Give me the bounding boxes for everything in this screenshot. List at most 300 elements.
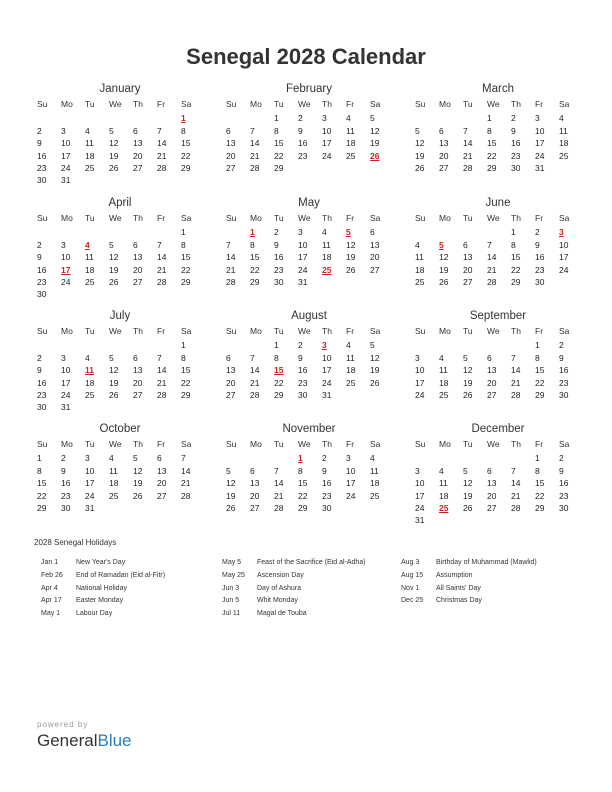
- weekday-label: Th: [133, 213, 143, 223]
- day-cell: 23: [559, 377, 569, 388]
- day-cell: 28: [463, 162, 473, 173]
- day-cell: 15: [298, 478, 308, 489]
- weekday-label: Mo: [61, 213, 73, 223]
- day-cell: 18: [85, 264, 95, 275]
- empty-cell: [60, 112, 84, 124]
- day-cell: 11: [85, 252, 94, 263]
- holiday-day-cell: 25: [439, 502, 449, 513]
- day-cell: 14: [274, 478, 284, 489]
- day-cell: 7: [181, 453, 186, 464]
- weekday-label: Th: [511, 439, 521, 449]
- month-name: January: [99, 83, 141, 95]
- day-cell: 1: [37, 453, 42, 464]
- month-april: [36, 196, 204, 301]
- holiday-date: May 1: [41, 610, 61, 618]
- brand-logo: [37, 731, 132, 751]
- day-cell: 19: [463, 490, 473, 501]
- empty-cell: [249, 452, 273, 464]
- day-cell: 3: [85, 453, 90, 464]
- weekday-label: Sa: [559, 439, 570, 449]
- holiday-date: Dec 25: [401, 597, 424, 605]
- weekday-label: Su: [226, 99, 237, 109]
- day-cell: 21: [511, 377, 521, 388]
- day-cell: 22: [181, 377, 191, 388]
- day-cell: 21: [274, 490, 284, 501]
- weekday-label: Su: [37, 326, 48, 336]
- day-cell: 9: [298, 352, 303, 363]
- day-cell: 16: [559, 365, 569, 376]
- day-cell: 16: [37, 264, 47, 275]
- day-cell: 5: [226, 465, 231, 476]
- empty-cell: [486, 452, 510, 464]
- day-cell: 1: [535, 340, 540, 351]
- holiday-row: [222, 570, 366, 583]
- day-cell: 1: [181, 340, 186, 351]
- day-cell: 6: [133, 352, 138, 363]
- day-cell: 9: [298, 125, 303, 136]
- day-cell: 21: [157, 264, 167, 275]
- day-cell: 11: [439, 478, 448, 489]
- weekday-label: Fr: [346, 99, 355, 109]
- day-cell: 14: [157, 138, 167, 149]
- day-cell: 4: [439, 352, 444, 363]
- day-cell: 18: [322, 252, 332, 263]
- holiday-name: Assumption: [436, 571, 473, 579]
- empty-cell: [273, 452, 297, 464]
- empty-cell: [108, 226, 132, 238]
- holiday-day-cell: 25: [322, 264, 332, 275]
- empty-cell: [438, 452, 462, 464]
- weekday-label: Tu: [463, 439, 473, 449]
- day-cell: 21: [157, 150, 167, 161]
- day-cell: 5: [133, 453, 138, 464]
- empty-cell: [510, 452, 534, 464]
- day-cell: 27: [463, 276, 473, 287]
- day-cell: 2: [37, 239, 42, 250]
- holiday-day-cell: 5: [346, 227, 351, 238]
- holiday-name: Christmas Day: [436, 597, 482, 605]
- day-cell: 22: [250, 264, 260, 275]
- day-cell: 19: [226, 490, 236, 501]
- day-cell: 20: [463, 264, 473, 275]
- day-cell: 24: [61, 389, 71, 400]
- day-cell: 23: [274, 264, 284, 275]
- day-cell: 9: [511, 125, 516, 136]
- weekday-label: We: [487, 213, 500, 223]
- day-cell: 28: [250, 162, 260, 173]
- brand-logo-blue: Blue: [97, 731, 132, 750]
- day-cell: 20: [439, 150, 449, 161]
- weekday-label: Th: [133, 99, 143, 109]
- day-cell: 22: [511, 264, 521, 275]
- day-cell: 28: [274, 502, 284, 513]
- weekday-label: Tu: [463, 213, 473, 223]
- day-cell: 15: [181, 138, 191, 149]
- day-cell: 22: [298, 490, 308, 501]
- day-cell: 29: [274, 389, 284, 400]
- holiday-column: [222, 557, 366, 621]
- day-cell: 30: [535, 276, 545, 287]
- day-cell: 8: [274, 352, 279, 363]
- day-cell: 21: [487, 264, 497, 275]
- weekday-label: Tu: [85, 326, 95, 336]
- day-cell: 4: [346, 340, 351, 351]
- empty-cell: [462, 112, 486, 124]
- weekday-label: We: [298, 439, 311, 449]
- day-cell: 27: [157, 490, 167, 501]
- day-cell: 24: [322, 377, 332, 388]
- day-cell: 14: [250, 138, 260, 149]
- day-cell: 9: [37, 365, 42, 376]
- day-cell: 14: [250, 365, 260, 376]
- holiday-day-cell: 26: [370, 150, 380, 161]
- day-cell: 10: [298, 239, 308, 250]
- day-cell: 6: [370, 227, 375, 238]
- day-cell: 30: [559, 502, 569, 513]
- day-cell: 25: [346, 150, 356, 161]
- month-days-grid: [225, 438, 393, 514]
- month-may: [225, 196, 393, 288]
- day-cell: 7: [157, 239, 162, 250]
- day-cell: 11: [415, 252, 424, 263]
- day-cell: 23: [535, 264, 545, 275]
- day-cell: 19: [133, 478, 143, 489]
- day-cell: 9: [559, 465, 564, 476]
- day-cell: 19: [463, 377, 473, 388]
- weekday-label: Sa: [181, 439, 192, 449]
- month-july: [36, 309, 204, 414]
- day-cell: 15: [511, 252, 521, 263]
- day-cell: 17: [61, 150, 71, 161]
- holiday-date: Jun 3: [222, 584, 240, 592]
- day-cell: 10: [85, 465, 95, 476]
- day-cell: 24: [346, 490, 356, 501]
- empty-cell: [60, 226, 84, 238]
- day-cell: 15: [250, 252, 260, 263]
- day-cell: 22: [274, 377, 284, 388]
- day-cell: 1: [511, 227, 516, 238]
- day-cell: 7: [250, 125, 255, 136]
- day-cell: 2: [559, 453, 564, 464]
- month-days-grid: [36, 212, 204, 301]
- day-cell: 28: [157, 389, 167, 400]
- weekday-label: Mo: [250, 326, 262, 336]
- empty-cell: [156, 112, 180, 124]
- holiday-name: End of Ramadan (Eid al-Fitr): [76, 571, 166, 579]
- empty-cell: [249, 112, 273, 124]
- day-cell: 31: [322, 389, 332, 400]
- weekday-label: Th: [322, 99, 332, 109]
- day-cell: 12: [109, 365, 119, 376]
- weekday-label: Fr: [346, 213, 355, 223]
- day-cell: 30: [37, 175, 47, 186]
- day-cell: 23: [298, 150, 308, 161]
- day-cell: 7: [463, 125, 468, 136]
- month-name: February: [285, 83, 333, 95]
- weekday-label: Su: [415, 326, 426, 336]
- day-cell: 21: [250, 377, 260, 388]
- day-cell: 24: [322, 150, 332, 161]
- weekday-label: Sa: [559, 99, 570, 109]
- day-cell: 24: [535, 150, 545, 161]
- day-cell: 15: [487, 138, 497, 149]
- weekday-label: Th: [511, 99, 521, 109]
- day-cell: 6: [157, 453, 162, 464]
- day-cell: 31: [415, 515, 425, 526]
- day-cell: 7: [511, 465, 516, 476]
- day-cell: 9: [274, 239, 279, 250]
- weekday-label: Tu: [274, 439, 284, 449]
- day-cell: 20: [226, 150, 236, 161]
- empty-cell: [84, 339, 108, 351]
- empty-cell: [462, 339, 486, 351]
- empty-cell: [84, 112, 108, 124]
- holiday-row: [401, 557, 537, 570]
- holiday-date: Jul 11: [222, 610, 241, 618]
- day-cell: 29: [274, 162, 284, 173]
- day-cell: 28: [250, 389, 260, 400]
- holiday-date: Apr 4: [41, 584, 58, 592]
- day-cell: 9: [559, 352, 564, 363]
- day-cell: 20: [487, 377, 497, 388]
- day-cell: 8: [181, 125, 186, 136]
- day-cell: 25: [85, 162, 95, 173]
- day-cell: 15: [535, 365, 545, 376]
- day-cell: 28: [157, 276, 167, 287]
- weekday-label: We: [487, 326, 500, 336]
- day-cell: 5: [463, 465, 468, 476]
- day-cell: 13: [439, 138, 449, 149]
- day-cell: 27: [487, 389, 497, 400]
- day-cell: 17: [85, 478, 95, 489]
- day-cell: 6: [226, 352, 231, 363]
- weekday-label: Sa: [370, 326, 381, 336]
- day-cell: 13: [133, 365, 143, 376]
- weekday-label: Mo: [250, 99, 262, 109]
- empty-cell: [156, 339, 180, 351]
- day-cell: 14: [226, 252, 236, 263]
- day-cell: 27: [133, 276, 143, 287]
- day-cell: 8: [274, 125, 279, 136]
- holiday-name: Easter Monday: [76, 597, 124, 605]
- day-cell: 21: [511, 490, 521, 501]
- empty-cell: [225, 339, 249, 351]
- holiday-row: [222, 583, 366, 596]
- day-cell: 29: [181, 162, 191, 173]
- empty-cell: [36, 226, 60, 238]
- holiday-day-cell: 15: [274, 365, 284, 376]
- day-cell: 20: [133, 264, 143, 275]
- day-cell: 20: [370, 252, 380, 263]
- day-cell: 18: [559, 138, 569, 149]
- day-cell: 19: [439, 264, 449, 275]
- brand-logo-general: General: [37, 731, 98, 750]
- day-cell: 24: [559, 264, 569, 275]
- day-cell: 3: [415, 352, 420, 363]
- day-cell: 11: [322, 239, 331, 250]
- day-cell: 8: [181, 352, 186, 363]
- day-cell: 12: [109, 252, 119, 263]
- holiday-name: Labour Day: [76, 610, 113, 618]
- day-cell: 8: [250, 239, 255, 250]
- day-cell: 15: [535, 478, 545, 489]
- day-cell: 8: [37, 465, 42, 476]
- day-cell: 17: [415, 490, 425, 501]
- empty-cell: [132, 339, 156, 351]
- holiday-date: May 5: [222, 559, 242, 566]
- day-cell: 10: [415, 478, 425, 489]
- weekday-label: Fr: [157, 213, 166, 223]
- month-days-grid: [414, 325, 582, 401]
- day-cell: 18: [439, 377, 449, 388]
- day-cell: 3: [61, 352, 66, 363]
- empty-cell: [414, 339, 438, 351]
- empty-cell: [414, 112, 438, 124]
- day-cell: 1: [181, 227, 186, 238]
- empty-cell: [132, 226, 156, 238]
- day-cell: 21: [181, 478, 191, 489]
- weekday-label: Th: [133, 439, 143, 449]
- day-cell: 22: [274, 150, 284, 161]
- day-cell: 8: [181, 239, 186, 250]
- day-cell: 20: [487, 490, 497, 501]
- weekday-label: Tu: [85, 439, 95, 449]
- weekday-label: Sa: [559, 326, 570, 336]
- day-cell: 14: [487, 252, 497, 263]
- day-cell: 26: [439, 276, 449, 287]
- day-cell: 16: [37, 150, 47, 161]
- holiday-row: [41, 583, 165, 596]
- day-cell: 22: [181, 264, 191, 275]
- day-cell: 16: [37, 377, 47, 388]
- day-cell: 19: [346, 252, 356, 263]
- empty-cell: [414, 452, 438, 464]
- day-cell: 26: [109, 276, 119, 287]
- day-cell: 7: [511, 352, 516, 363]
- empty-cell: [60, 339, 84, 351]
- day-cell: 26: [463, 389, 473, 400]
- day-cell: 30: [61, 502, 71, 513]
- day-cell: 17: [322, 365, 332, 376]
- holiday-row: [401, 595, 537, 608]
- day-cell: 29: [181, 276, 191, 287]
- day-cell: 26: [109, 162, 119, 173]
- day-cell: 18: [346, 138, 356, 149]
- day-cell: 2: [535, 227, 540, 238]
- empty-cell: [225, 452, 249, 464]
- month-days-grid: [36, 438, 204, 514]
- holiday-name: New Year's Day: [76, 559, 126, 566]
- weekday-label: Fr: [346, 326, 355, 336]
- day-cell: 8: [298, 465, 303, 476]
- day-cell: 26: [109, 389, 119, 400]
- day-cell: 26: [346, 264, 356, 275]
- day-cell: 29: [250, 276, 260, 287]
- weekday-label: Su: [226, 439, 237, 449]
- day-cell: 19: [415, 150, 425, 161]
- day-cell: 24: [415, 389, 425, 400]
- day-cell: 2: [37, 352, 42, 363]
- weekday-label: Mo: [250, 439, 262, 449]
- day-cell: 25: [415, 276, 425, 287]
- weekday-label: Th: [511, 326, 521, 336]
- month-october: [36, 422, 204, 514]
- day-cell: 1: [274, 340, 279, 351]
- day-cell: 18: [346, 365, 356, 376]
- day-cell: 18: [415, 264, 425, 275]
- weekday-label: We: [109, 326, 122, 336]
- weekday-label: Tu: [85, 213, 95, 223]
- day-cell: 26: [133, 490, 143, 501]
- holiday-date: Feb 26: [41, 571, 63, 579]
- day-cell: 7: [157, 125, 162, 136]
- weekday-label: Tu: [463, 99, 473, 109]
- day-cell: 6: [487, 465, 492, 476]
- day-cell: 5: [109, 239, 114, 250]
- day-cell: 10: [346, 465, 356, 476]
- weekday-label: Su: [37, 213, 48, 223]
- day-cell: 5: [463, 352, 468, 363]
- day-cell: 25: [109, 490, 119, 501]
- day-cell: 30: [559, 389, 569, 400]
- weekday-label: Sa: [559, 213, 570, 223]
- empty-cell: [225, 226, 249, 238]
- day-cell: 31: [61, 402, 71, 413]
- day-cell: 12: [463, 365, 473, 376]
- holiday-day-cell: 11: [85, 365, 94, 376]
- day-cell: 13: [226, 138, 236, 149]
- day-cell: 28: [157, 162, 167, 173]
- day-cell: 11: [85, 138, 94, 149]
- weekday-label: We: [487, 439, 500, 449]
- holiday-row: [222, 557, 366, 570]
- month-august: [225, 309, 393, 401]
- month-days-grid: [36, 325, 204, 414]
- holiday-column: [41, 557, 165, 621]
- day-cell: 8: [535, 352, 540, 363]
- day-cell: 19: [370, 138, 380, 149]
- day-cell: 10: [415, 365, 425, 376]
- day-cell: 11: [559, 125, 568, 136]
- weekday-label: We: [109, 439, 122, 449]
- day-cell: 25: [559, 150, 569, 161]
- day-cell: 3: [415, 465, 420, 476]
- weekday-label: Fr: [346, 439, 355, 449]
- day-cell: 4: [415, 239, 420, 250]
- day-cell: 14: [181, 465, 191, 476]
- empty-cell: [438, 226, 462, 238]
- weekday-label: Sa: [181, 99, 192, 109]
- day-cell: 27: [487, 502, 497, 513]
- month-name: May: [298, 197, 320, 209]
- day-cell: 1: [274, 113, 279, 124]
- day-cell: 25: [370, 490, 380, 501]
- day-cell: 21: [463, 150, 473, 161]
- day-cell: 21: [157, 377, 167, 388]
- day-cell: 19: [109, 264, 119, 275]
- holiday-day-cell: 5: [439, 239, 444, 250]
- holiday-name: All Saints' Day: [436, 584, 481, 592]
- day-cell: 2: [298, 113, 303, 124]
- day-cell: 8: [487, 125, 492, 136]
- day-cell: 17: [298, 252, 308, 263]
- day-cell: 12: [346, 239, 356, 250]
- day-cell: 6: [250, 465, 255, 476]
- day-cell: 29: [298, 502, 308, 513]
- day-cell: 25: [85, 389, 95, 400]
- day-cell: 28: [511, 502, 521, 513]
- day-cell: 9: [37, 138, 42, 149]
